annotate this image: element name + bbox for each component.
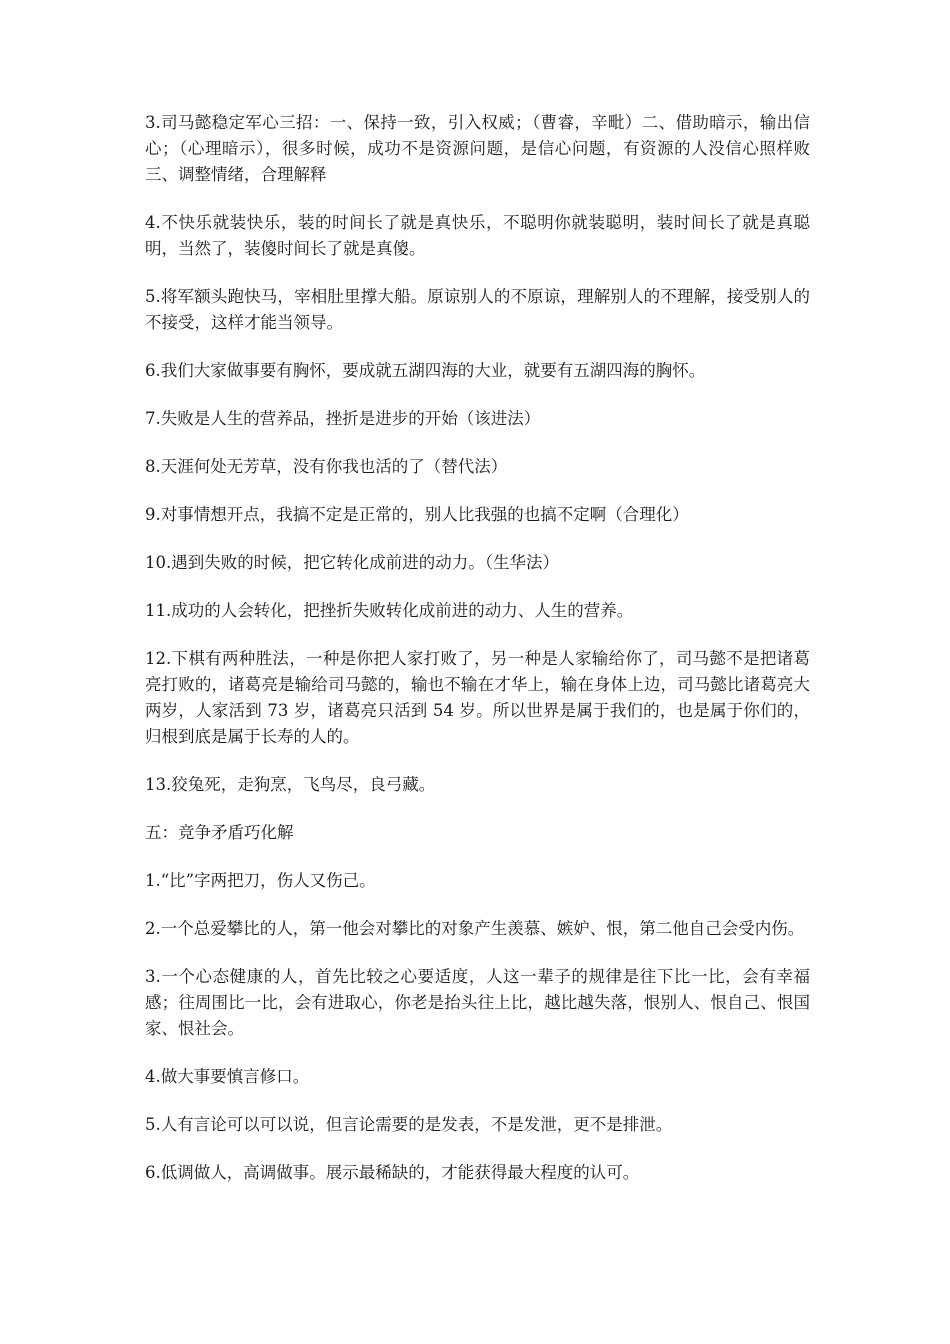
paragraph-item-9: 9.对事情想开点，我搞不定是正常的，别人比我强的也搞不定啊（合理化）: [145, 505, 689, 524]
section5-item-1: 1.“比”字两把刀，伤人又伤己。: [145, 871, 376, 890]
paragraph-item-3: 3.司马懿稳定军心三招：一、保持一致，引入权威；（曹睿，辛毗）二、借助暗示，输出信心；（心理暗示），很多时候，成功不是资源问题，是信心问题，有资源的人没信心照样败三、调整情绪，合理解释: [145, 113, 810, 184]
paragraph-item-13: 13.狡兔死，走狗烹，飞鸟尽，良弓藏。: [145, 775, 436, 794]
paragraph-item-10: 10.遇到失败的时候，把它转化成前进的动力。（生华法）: [145, 553, 559, 572]
paragraph-item-5: 5.将军额头跑快马，宰相肚里撑大船。原谅别人的不原谅，理解别人的不理解，接受别人的不接受，这样才能当领导。: [145, 287, 810, 332]
paragraph-item-11: 11.成功的人会转化，把挫折失败转化成前进的动力、人生的营养。: [145, 601, 634, 620]
paragraph-item-12: 12.下棋有两种胜法，一种是你把人家打败了，另一种是人家输给你了，司马懿不是把诸葛亮打败的，诸葛亮是输给司马懿的，输也不输在才华上，输在身体上边，司马懿比诸葛亮大两岁，人家活到 73 岁，诸葛亮只活到 54 岁。所以世界是属于我们的，也是属于你们的，归根到底是属于长寿的人的。: [145, 649, 810, 746]
paragraph-item-6: 6.我们大家做事要有胸怀，要成就五湖四海的大业，就要有五湖四海的胸怀。: [145, 361, 706, 380]
section5-item-6: 6.低调做人，高调做事。展示最稀缺的，才能获得最大程度的认可。: [145, 1163, 640, 1182]
paragraph-item-8: 8.天涯何处无芳草，没有你我也活的了（替代法）: [145, 457, 508, 476]
section-heading-five: 五：竞争矛盾巧化解: [145, 823, 294, 842]
document-page: [145, 110, 810, 1208]
paragraph-item-4: 4.不快乐就装快乐，装的时间长了就是真快乐，不聪明你就装聪明，装时间长了就是真聪明，当然了，装傻时间长了就是真傻。: [145, 213, 810, 258]
section5-item-5: 5.人有言论可以可以说，但言论需要的是发表，不是发泄，更不是排泄。: [145, 1115, 673, 1134]
section5-item-4: 4.做大事要慎言修口。: [145, 1067, 310, 1086]
paragraph-item-7: 7.失败是人生的营养品，挫折是进步的开始（该进法）: [145, 409, 541, 428]
section5-item-2: 2.一个总爱攀比的人，第一他会对攀比的对象产生羡慕、嫉妒、恨，第二他自己会受内伤。: [145, 919, 805, 938]
section5-item-3: 3.一个心态健康的人，首先比较之心要适度，人这一辈子的规律是往下比一比，会有幸福感；往周围比一比，会有进取心，你老是抬头往上比，越比越失落，恨别人、恨自己、恨国家、恨社会。: [145, 967, 810, 1038]
